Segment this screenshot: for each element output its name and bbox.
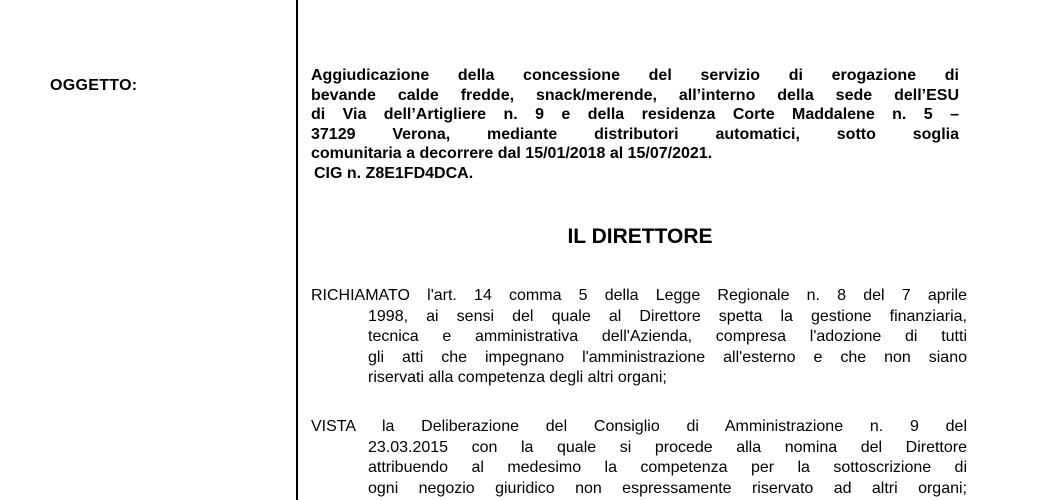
paragraph-line: ogni negozio giuridico non espressamente riservato ad altri organi; (368, 479, 967, 497)
paragraph-richiamato (311, 286, 967, 389)
column-divider (296, 0, 298, 500)
subject-text (311, 66, 959, 183)
cig-code: CIG n. Z8E1FD4DCA. (314, 164, 474, 182)
subject-label: OGGETTO: (50, 77, 138, 94)
subject-line: di Via dell’Artigliere n. 9 e della residenza Corte Maddalene n. 5 – (311, 106, 959, 123)
paragraph-line: gli atti che impegnano l'amministrazione all'esterno e che non siano (368, 348, 967, 366)
section-heading: IL DIRETTORE (567, 225, 713, 248)
subject-line: Aggiudicazione della concessione del servizio di erogazione di (311, 67, 959, 84)
paragraph-line: 23.03.2015 con la quale si procede alla nomina del Direttore (368, 438, 967, 456)
paragraph-line: 1998, ai sensi del quale al Direttore spetta la gestione finanziaria, (368, 307, 967, 325)
paragraph-line: attribuendo al medesimo la competenza per la sottoscrizione di (368, 459, 967, 476)
paragraph-line: RICHIAMATO l'art. 14 comma 5 della Legge Regionale n. 8 del 7 aprile (311, 287, 967, 304)
paragraph-line: VISTA la Deliberazione del Consiglio di Amministrazione n. 9 del (311, 418, 967, 435)
paragraph-line: riservati alla competenza degli altri organi; (368, 369, 667, 386)
paragraph-vista (311, 417, 967, 499)
subject-line: comunitaria a decorrere dal 15/01/2018 al 15/07/2021. (311, 145, 713, 162)
subject-line: bevande calde fredde, snack/merende, all’interno della sede dell’ESU (311, 86, 959, 104)
subject-line: 37129 Verona, mediante distributori automatici, sotto soglia (311, 125, 959, 143)
paragraph-line: tecnica e amministrativa dell'Azienda, compresa l'adozione di tutti (368, 328, 967, 345)
